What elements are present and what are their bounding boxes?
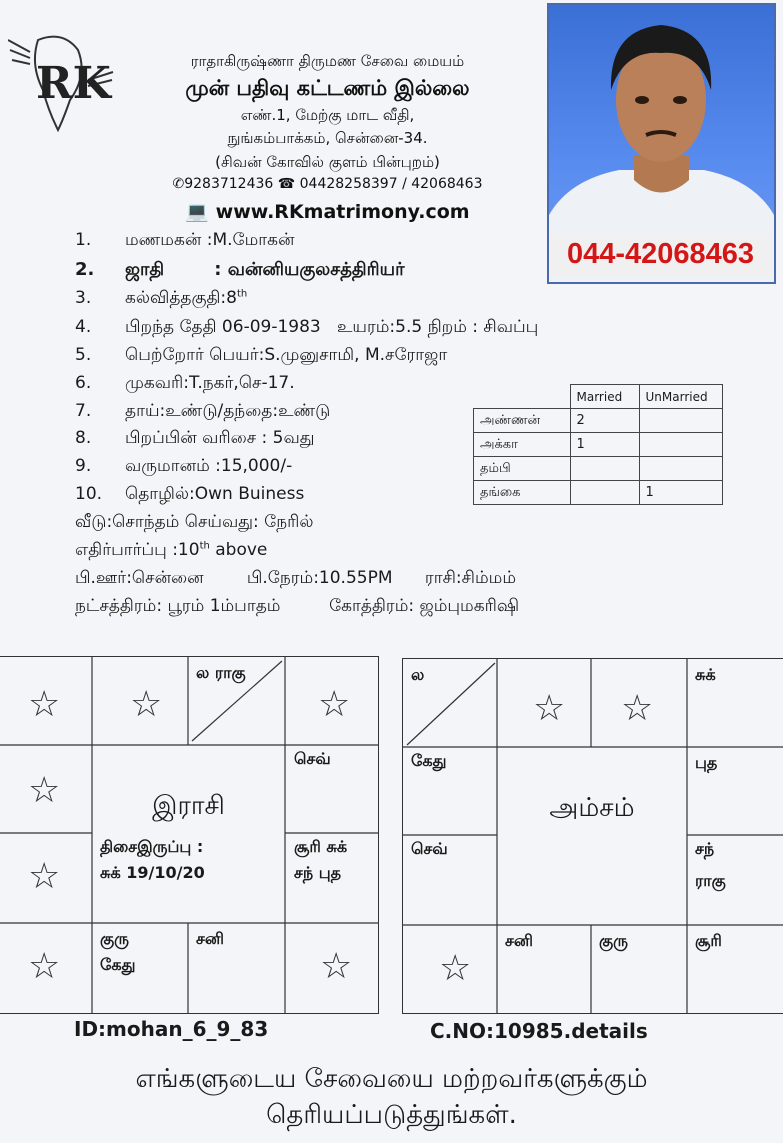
star-icon: ☆ [318,684,351,725]
address-line-3: (சிவன் கோவில் குளம் பின்புறம்) [215,153,440,171]
table-row: அக்கா 1 [474,433,723,457]
rasi-chart [0,656,379,1014]
rasi-house-bottom-2: சனி [196,929,224,948]
tagline-1: எங்களுடைய சேவையை மற்றவர்களுக்கும் [135,1064,648,1094]
star-icon: ☆ [130,684,163,725]
amsam-house-bottom-3: குரு [599,931,628,950]
detail-birth-place-time: பி.ஊர்:சென்னை பி.நேரம்:10.55PM ராசி:சிம்மம் [75,568,516,588]
amsam-house-1: ல [411,665,425,684]
star-icon: ☆ [320,946,353,987]
rasi-title: இராசி [152,791,225,821]
rasi-house-3: ல ராகு [196,663,246,682]
detail-birth-order: 8. பிறப்பின் வரிசை : 5வது [75,428,315,448]
svg-text:RK: RK [36,58,111,109]
detail-birth-date: 4. பிறந்த தேதி 06-09-1983 உயரம்:5.5 நிறம் : சிவப்பு [75,317,539,337]
card-number: C.NO:10985.details [430,1019,648,1043]
amsam-house-left-1: கேது [411,751,447,770]
detail-groom-name: 1. மணமகன் :M.மோகன் [75,230,295,250]
rasi-house-right-2a: சூரி சுக் [294,837,348,856]
dasa-label: திசைஇருப்பு : [100,837,204,856]
star-icon: ☆ [533,688,566,729]
col-unmarried: UnMarried [639,385,722,409]
dasa-value: சுக் 19/10/20 [100,863,205,882]
table-row: தம்பி [474,457,723,481]
no-fee-heading: முன் பதிவு கட்டணம் இல்லை [185,76,470,100]
phone-numbers: ✆9283712436 ☎ 04428258397 / 42068463 [172,176,483,192]
detail-income: 9. வருமானம் :15,000/- [75,456,293,476]
amsam-house-right-1: புத [695,753,718,772]
amsam-house-bottom-2: சனி [505,931,533,950]
table-row: தங்கை 1 [474,481,723,505]
star-icon: ☆ [28,770,61,811]
star-icon: ☆ [621,688,654,729]
profile-id: ID:mohan_6_9_83 [74,1017,269,1041]
address-line-1: எண்.1, மேற்கு மாட வீதி, [240,106,415,124]
website-link[interactable]: 💻 www.RKmatrimony.com [185,201,470,223]
detail-house: வீடு:சொந்தம் செய்வது: நேரில் [75,512,314,532]
star-icon: ☆ [28,946,61,987]
photo-phone-number: 044-42068463 [549,233,772,275]
rk-logo [8,30,118,140]
amsam-chart [402,658,783,1014]
rasi-house-bottom-1b: கேது [100,955,136,974]
amsam-house-4: சுக் [695,665,716,684]
star-icon: ☆ [28,856,61,897]
table-row: அண்ணன் 2 [474,409,723,433]
detail-address: 6. முகவரி:T.நகர்,செ-17. [75,373,295,393]
star-icon: ☆ [439,948,472,989]
amsam-house-left-2: செவ் [411,839,448,858]
agency-name: ராதாகிருஷ்ணா திருமண சேவை மையம் [190,52,465,70]
rasi-house-right-2b: சந் புத [294,863,342,882]
col-married: Married [570,385,639,409]
rasi-house-bottom-1a: குரு [100,929,129,948]
amsam-house-right-2a: சந் [695,839,715,858]
detail-expectation: எதிர்பார்ப்பு :10th above [75,540,268,560]
detail-caste: 2. ஜாதி : வன்னியகுலசத்திரியர் [75,259,405,280]
detail-occupation: 10. தொழில்:Own Buiness [75,484,305,504]
address-line-2: நுங்கம்பாக்கம், சென்னை-34. [227,129,428,147]
detail-parents: 5. பெற்றோர் பெயர்:S.முனுசாமி, M.சரோஜா [75,345,448,365]
detail-parents-alive: 7. தாய்:உண்டு/தந்தை:உண்டு [75,401,331,421]
amsam-house-right-2b: ராகு [695,871,726,890]
amsam-house-bottom-4: சூரி [695,931,722,950]
amsam-title: அம்சம் [549,793,635,823]
siblings-table [473,384,723,505]
tagline-2: தெரியப்படுத்துங்கள். [266,1100,517,1130]
detail-education: 3. கல்வித்தகுதி:8th [75,288,248,308]
star-icon: ☆ [28,684,61,725]
rasi-house-right-1: செவ் [294,749,331,768]
detail-star-gothram: நட்சத்திரம்: பூரம் 1ம்பாதம் கோத்திரம்: ஜம்புமகரிஷி [75,596,520,616]
